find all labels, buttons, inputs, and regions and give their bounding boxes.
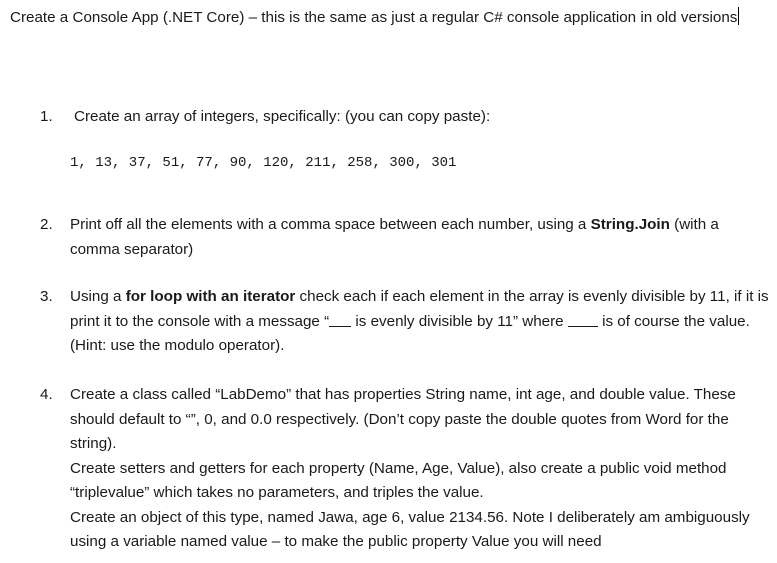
intro-paragraph[interactable] [10, 5, 765, 30]
list-item-1 [40, 105, 770, 130]
text-run: check each if each element in the array is evenly divisible by 11, if it is print it to the console with a message “ [70, 288, 769, 330]
text-run: (with a comma separator) [70, 216, 719, 258]
list-number: 1. [40, 108, 53, 125]
list-number: 3. [40, 288, 53, 305]
list-item-2 [40, 213, 770, 262]
intro-text: Create a Console App (.NET Core) – this is the same as just a regular C# console application in old versions [10, 9, 738, 26]
list-item-4 [40, 383, 770, 555]
text-run: Print off all the elements with a comma space between each number, using a [70, 216, 591, 233]
paragraph: Create a class called “LabDemo” that has properties String name, int age, and double value. These should default to “”, 0, and 0.0 respectively. (Don’t copy paste the double quotes from Word for the string). [70, 386, 736, 452]
list-number: 4. [40, 386, 53, 403]
list-item-3 [40, 285, 770, 359]
text-cursor [738, 7, 739, 25]
paragraph: Create an object of this type, named Jawa, age 6, value 2134.56. Note I deliberately am ambiguously using a variable named value – to make the public property Value you will need [70, 508, 750, 550]
list-item-text [70, 285, 770, 359]
list-item-text: Create an array of integers, specifically: (you can copy paste): [74, 108, 491, 125]
list-number: 2. [40, 216, 53, 233]
text-run: Using a [70, 288, 126, 305]
text-run: is evenly divisible by 11” where [351, 312, 568, 330]
code-array-values: 1, 13, 37, 51, 77, 90, 120, 211, 258, 300, 301 [70, 155, 457, 171]
bold-text: String.Join [590, 216, 670, 233]
paragraph: Create setters and getters for each property (Name, Age, Value), also create a public void method “triplevalue” which takes no parameters, and triples the value. [70, 459, 727, 501]
blank-line [329, 312, 351, 327]
text-run: is of course the value. (Hint: use the modulo operator). [70, 312, 750, 354]
list-item-text [70, 383, 770, 555]
list-item-text [70, 213, 770, 262]
bold-text: for loop with an iterator [125, 288, 296, 305]
blank-line [568, 312, 598, 327]
